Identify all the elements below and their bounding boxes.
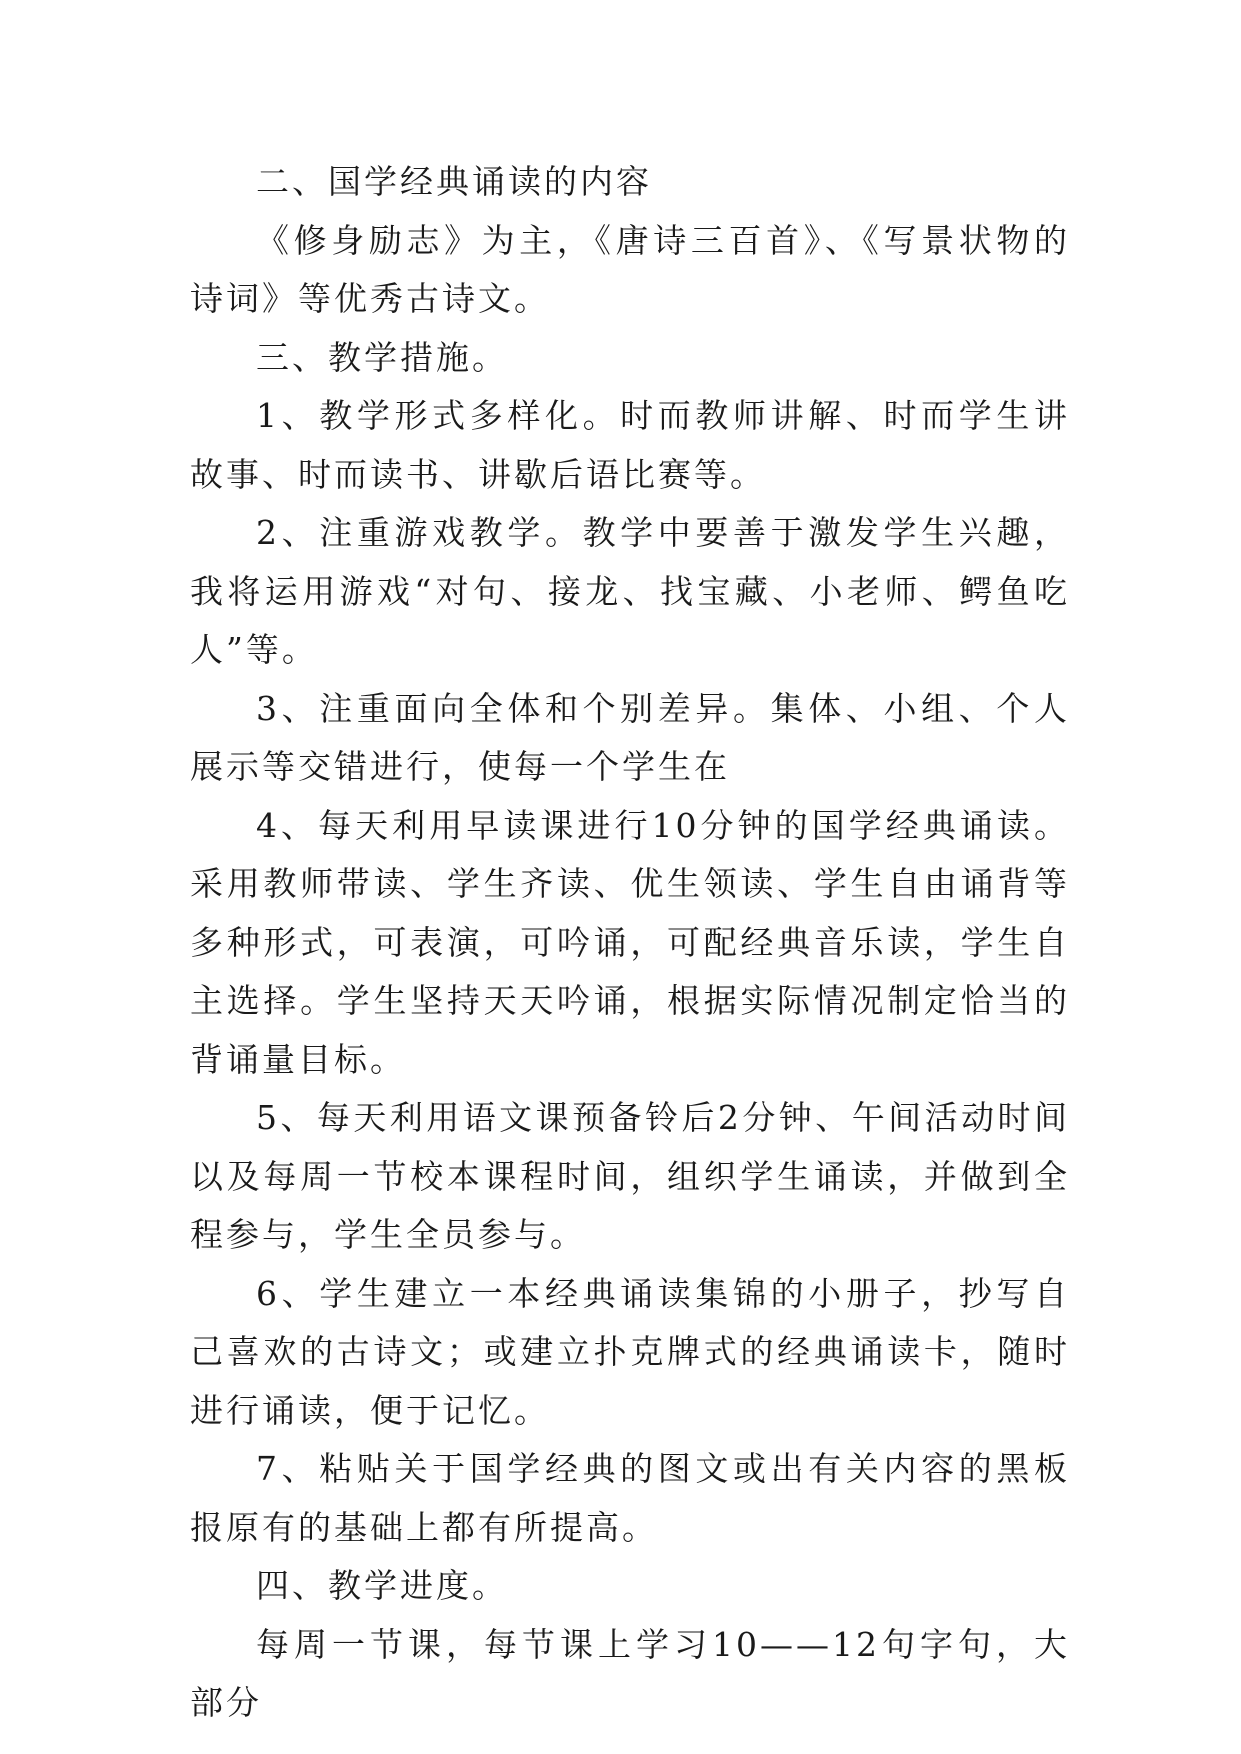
- measure-item-6: 6、学生建立一本经典诵读集锦的小册子，抄写自己喜欢的古诗文；或建立扑克牌式的经典诵读卡，随时进行诵读，便于记忆。: [190, 1273, 1070, 1430]
- measure-item-1: 1、教学形式多样化。时而教师讲解、时而学生讲故事、时而读书、讲歇后语比赛等。: [190, 396, 1070, 494]
- content-paragraph: 《修身励志》为主，《唐诗三百首》、《写景状物的诗词》等优秀古诗文。: [190, 220, 1070, 318]
- measure-item-3: 3、注重面向全体和个别差异。集体、小组、个人展示等交错进行，使每一个学生在: [190, 688, 1070, 786]
- measure-item-5: 5、每天利用语文课预备铃后2分钟、午间活动时间以及每周一节校本课程时间，组织学生诵读，并做到全程参与，学生全员参与。: [190, 1098, 1070, 1254]
- measure-item-4: 4、每天利用早读课进行10分钟的国学经典诵读。采用教师带读、学生齐读、优生领读、学生自由诵背等多种形式，可表演，可吟诵，可配经典音乐读，学生自主选择。学生坚持天天吟诵，根据实际情况制定恰当的背诵量目标。: [190, 805, 1070, 1079]
- schedule-paragraph: 每周一节课，每节课上学习10——12句字句，大部分: [190, 1624, 1070, 1722]
- section-heading-content: 二、国学经典诵读的内容: [256, 162, 652, 201]
- measure-item-2: 2、注重游戏教学。教学中要善于激发学生兴趣，我将运用游戏“对句、接龙、找宝藏、小老师、鳄鱼吃人”等。: [190, 513, 1070, 669]
- measure-item-7: 7、粘贴关于国学经典的图文或出有关内容的黑板报原有的基础上都有所提高。: [190, 1449, 1070, 1547]
- document-body: [190, 153, 1070, 1733]
- section-heading-schedule: 四、教学进度。: [256, 1566, 508, 1605]
- section-heading-measures: 三、教学措施。: [256, 337, 508, 377]
